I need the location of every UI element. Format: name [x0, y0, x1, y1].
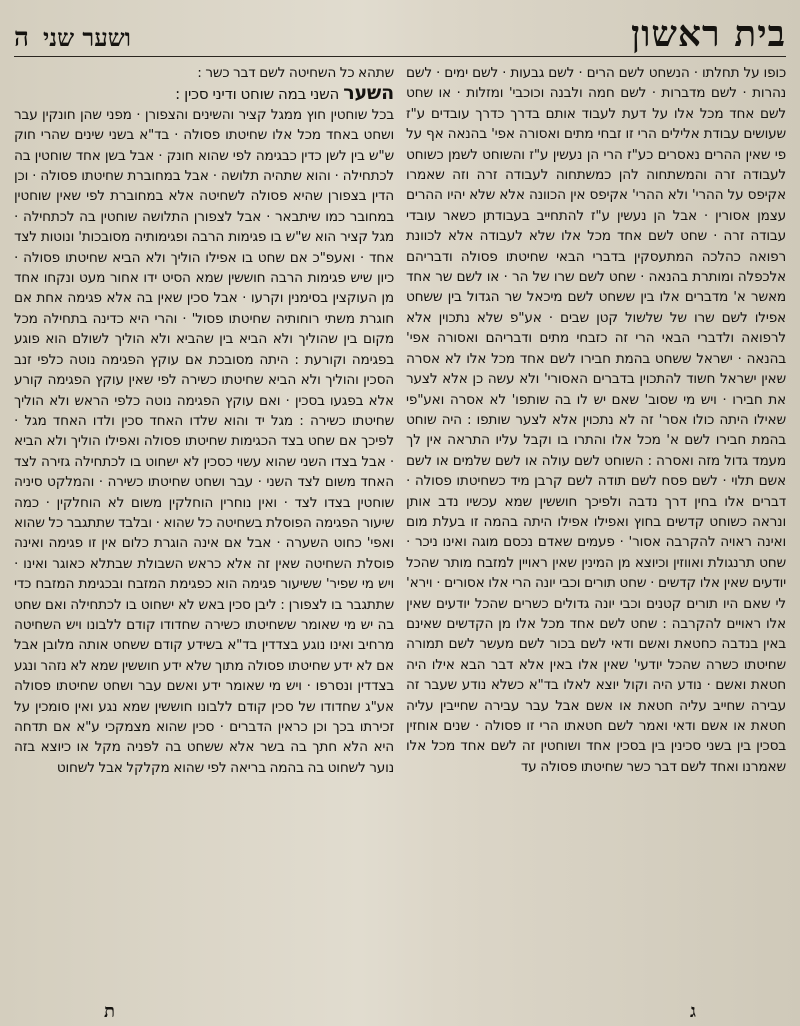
signature-mark-right: ג [690, 1001, 696, 1022]
chapter-heading-word: השער [343, 82, 394, 105]
leaf-number: ה [14, 23, 29, 53]
running-title-left: ושער שני [42, 23, 131, 52]
left-column [14, 63, 394, 778]
text-columns [14, 63, 786, 778]
running-title-right: בית ראשון [631, 13, 786, 55]
page-footer [14, 1001, 786, 1022]
running-title-left-group [14, 22, 131, 54]
left-column-first-line: שתהא כל השחיטה לשם דבר כשר : [197, 65, 394, 81]
right-column [406, 63, 786, 778]
signature-mark-left: ת [104, 1001, 115, 1022]
page-header [14, 10, 786, 57]
chapter-heading [14, 83, 394, 104]
left-column-text: בכל שוחטין חוץ ממגל קציר והשינים והצפורן · מפני שהן חונקין עבר ושחט באחד מכל אלו שחיטתו פסולה · בד"א בשני שינים שהרי חוק ש"ש בין לשן כדין כבגימה לפי שהוא חונק · אבל בשן אחד שוחטין בה לכתחילה · והוא שתהיה תלושה · אבל במחוברת שחיטתו פסולה · וכן הדין בצפורן שהיא פסולה לשחיטה אלא במחוברת לפי שאין שוחטין במחובר כמו שיתבאר · אבל לצפורן התלושה שוחטין בה לכתחילה · מגל קציר הוא ש"ש בו פגימות הרבה ופגימותיה מסובכות' ונוטות לצד אחד · ואעפ"כ אם שחט בו אפילו הוליך ולא הביא שחיטתו פסולה · כיון שיש פגימות הרבה חוששין שמא הסיט ידו אחור מעט ונקחו אחד מן העוקצין בסימנין וקרעו · אבל סכין שאין בה אלא פגימה אחת אם חוגרת משתי רוחותיה שחיטתו פסול' · והרי היא כדינה בתחילה מכל מקום בין שהוליך ולא הביא בין שהביא ולא הוליך לשולם הוא פוגע בפגימה וקורעת : היתה מסובכת אם עוקץ הפגימה נוטה כלפי זנב הסכין והוליך ולא הביא שחיטתו כשירה לפי שאין עוקץ הפגימה קורע אלא בפגעו בסכין · ואם עוקץ הפגימה נוטה כלפי הראש ולא הוליך שחיטתו כשירה : מגל יד והוא שלדו האחד סכין ולדו האחד מגל · לפיכך אם שחט בצד הכגימות שחיטתו פסולה ואפילו הוליך ולא הביא · אבל בצדו השני שהוא עשוי כסכין לא ישחוט בו לכתחילה גזירה לצד האחד משום לצד השני · עבר ושחט שחיטתו כשירה · והמלקט סיניה שוחטין בצדו לצד · ואין נוחרין הוחלקין משום לא הוחלקין · כמה שיעור הפגימה הפוסלת בשחיטה כל שהוא · ובלבד שתתגבר כל שהוא ואפי' כחוט השערה · אבל אם אינה הוגרת כלום אין זו פגימה ואינה פוסלת השחיטה שאין זה אלא כראש השבולת שבתלא כאוגר ואינו · ויש מי שפיר' ששיעור פגימה הוא כפגימת המזבח ובכגימת המזבח כדי שתתגבר בו לצפורן : ליבן סכין באש לא ישחוט בו לכתחילה ואם שחט בה יש מי שאומר ששחיטתו כשירה שחדודו קודם ללבונו ויש השחיטה מרחיב ואינו נוגע בצדדין בד"א בשידע קודם ששחט אותה מלובן אבל אם לא ידע שחיטתו פסולה מתוך שלא ידע חוששין שמא לא נזהר ונגע בצדדין ונסרפו · ויש מי שאומר ידע ואשם עבר ושחט שחיטתו פסולה אע"ג שחדודו של סכין קודם ללבונו חוששין שמא נגע ואין סומכין על זכירתו בכך וכן כראין הדברים · סכין שהוא מצמקכי ע"א אם תדחה היא הלא חתך בה בשר אלא ששחט בה לפניה מקל או כיוצא בזה נוער לשחוט בה בהמה בריאה לפי שהוא מקלקל אבל לשחוט [14, 106, 394, 776]
right-column-text: כופו על תחלתו · הנשחט לשם הרים · לשם גבעות · לשם ימים · לשם נהרות · לשם מדברות · לשם חמה ולבנה וכוכבי' ומזלות · או שחט לשם אחד מכל אלו על דעת לעבוד אותם בדרך כדרך עובדים ע"ז שעושים עבודת אלילים הרי זו זבחי מתים ואסורה אפי' בהנאה אף על פי שאין ההרים נאסרים כע"ז הרי הן נעשין ע"ז והשוחט לשמן כשוחט לעבודה זרה והמשתחוה להן כמשתחוה לעבודה זרה וזה שאמרו אקיפס על ההרי' ולא ההרי' אקיפס אין הכוונה אלא שלא יהיו ההרים עצמן אסורין · אבל הן נעשין ע"ז להתחייב בעבודתן כשאר עובדי עבודה זרה · שחט לשם אחד מכל אלו שלא לעבודה אלא לכוונת רפואה כהלכה המתעסקין בדברי הבאי שחיטתו פסולה ודבריהם אלכפלה ומותרת בהנאה · שחט לשם שרו של הר · או לשם שר אחד מאשר א' מדברים אלו בין ששחט לשם מיכאל שר הגדול בין ששחט אפילו לשם שרו של שלשול קטן שבים · אע"פ שלא נתכוין אלא לרפואה ולדברי הבאי הרי זה כזבחי מתים ודבריהם ואסורה אפי' בהנאה · ישראל ששחט בהמת חבירו לשם אחד מכל אלו לא אסרה שאין ישראל חשוד להתכוין בדברים האסורי' ולא עשה כן אלא לצער את חבירו · ויש מי שסוב' שאם יש לו בה שותפו' לא אסרה ואע"פי שאילו היתה כולו אסר' זה לא נתכוין אלא לצער שותפו : היה שוחט בהמת חבירו לשם א' מכל אלו והתרו בו וקבל עליו התראה אין לך מעמד גדול מזה ואסרה : השוחט לשם עולה או לשם שלמים או לשם אשם תלוי · לשם פסח לשם תודה לשם קרבן מיד כשחיטתו פסולה · דברים אלו בחין דרך נדבה ולפיכך חוששין שמא עכשיו נדב אותן ונראה כשוחט קדשים בחוץ ואפילו אפילו היתה בהמה זו בעלת מום ואינה ראויה להקרבה אסור' · פעמים שאדם נכסם מוגה ואינו ניכר · שחט תרנגולת ואווזין וכיוצא מן המינין שאין ראויין למזבח מותר שהכל יודעים שאין אלו קדשים · שחט תורים וכבי יונה הרי אלו אסורים · וירא' לי שאם היו תורים קטנים וכבי יונה גדולים כשרים שהכל יודעים שאין אלו ראויים להקרבה : שחט לשם אחד מכל אלו מן הקדשים שאינם באין בנדבה כחטאת ואשם ודאי לשם בכור לשם מעשר לשם תמורה שחיטתו כשרה שהכל יודעי' שאין אלו באין אלא דבר הבא אילו היה חטאת ואשם · נודע היה וקול יוצא לאלו בד"א כשלא נודע שעבר זה עבירה שחייב עליה חטאת או אשם אבל עבר עבירה שחייבין עליה חטאת או אשם ודאי ואמר לשם חטאתו הרי זו פסולה · שנים אוחזין בסכין בין בשני סכינין בין בסכין אחד ושוחטין זה לשם אחד מכל אלו שאמרנו ואחד לשם דבר כשר שחיטתו פסולה עד [406, 65, 786, 775]
chapter-heading-rest: השני במה שוחט ודיני סכין : [175, 85, 340, 104]
